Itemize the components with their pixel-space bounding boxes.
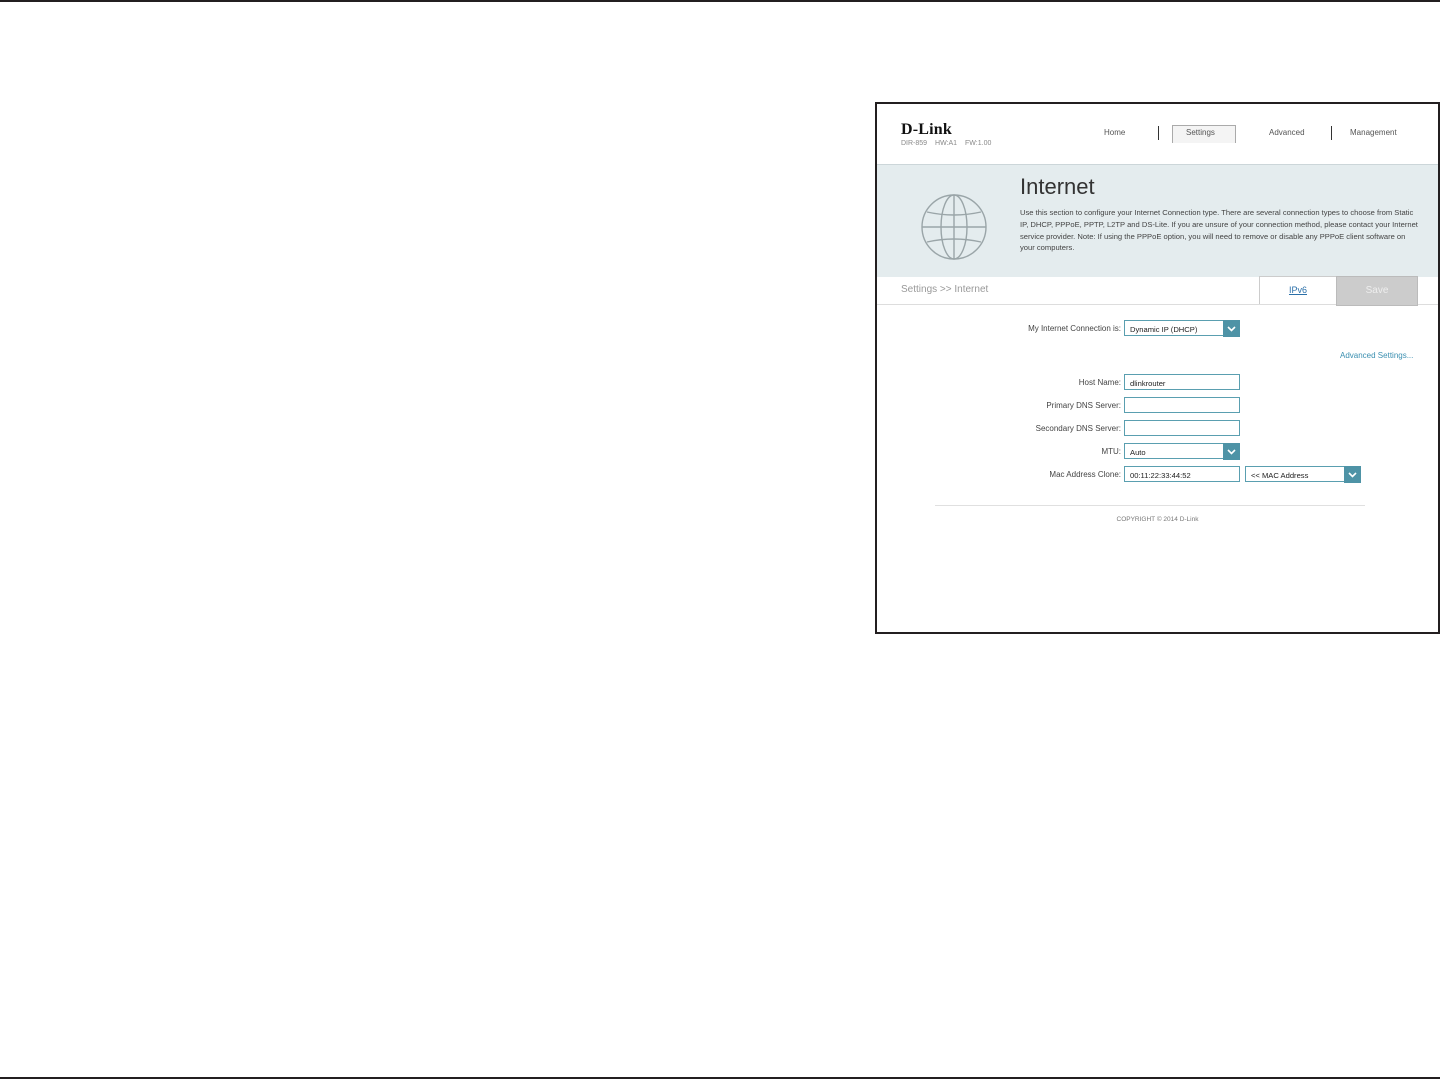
hardware-version: HW:A1 <box>935 140 958 147</box>
page-banner <box>877 164 1438 277</box>
page-bottom-rule <box>0 1077 1440 1079</box>
host-name-label: Host Name: <box>1078 378 1121 387</box>
router-ui-screenshot <box>875 102 1440 634</box>
secondary-dns-input[interactable] <box>1124 420 1240 436</box>
mac-clone-label: Mac Address Clone: <box>1049 470 1121 479</box>
nav-home[interactable]: Home <box>1104 128 1126 137</box>
nav-separator <box>1331 126 1332 140</box>
globe-icon <box>919 192 989 267</box>
page-title: Internet <box>1020 174 1095 199</box>
model-info <box>901 140 997 147</box>
connection-type-label: My Internet Connection is: <box>1028 324 1121 333</box>
dlink-logo: D-Link <box>901 121 952 138</box>
connection-type-value: Dynamic IP (DHCP) <box>1130 325 1198 334</box>
mtu-value: Auto <box>1130 448 1146 457</box>
mac-address-select[interactable] <box>1245 466 1361 482</box>
nav-separator <box>1158 126 1159 140</box>
nav-settings[interactable]: Settings <box>1186 128 1215 137</box>
mac-address-select-value: << MAC Address <box>1251 471 1309 480</box>
host-name-input[interactable]: dlinkrouter <box>1124 374 1240 390</box>
copyright-text: COPYRIGHT © 2014 D-Link <box>1116 516 1199 523</box>
chevron-down-icon[interactable] <box>1344 466 1361 483</box>
primary-dns-input[interactable] <box>1124 397 1240 413</box>
model-number: DIR-859 <box>901 140 928 147</box>
connection-type-select[interactable] <box>1124 320 1240 336</box>
breadcrumb: Settings >> Internet <box>901 284 989 295</box>
save-button[interactable]: Save <box>1336 276 1418 306</box>
nav-management[interactable]: Management <box>1350 128 1397 137</box>
mtu-select[interactable] <box>1124 443 1240 459</box>
page-description: Use this section to configure your Internet Connection type. There are several connection types to choose from Static IP, DHCP, PPPoE, PPTP, L2TP and DS-Lite. If you are unsure of your connection method, please contact your Internet service provider. Note: If using the PPPoE option, you will need to remove or disable any PPPoE client software on your computers. <box>1020 208 1418 253</box>
chevron-down-icon[interactable] <box>1223 443 1240 460</box>
advanced-settings-link[interactable]: Advanced Settings... <box>1340 351 1414 360</box>
router-header <box>877 104 1438 164</box>
page-top-rule <box>0 0 1440 2</box>
tab-ipv6[interactable]: IPv6 <box>1259 276 1337 304</box>
secondary-dns-label: Secondary DNS Server: <box>1035 424 1121 433</box>
chevron-down-icon[interactable] <box>1223 320 1240 337</box>
footer-divider <box>935 505 1365 506</box>
firmware-version: FW:1.00 <box>965 140 992 147</box>
primary-dns-label: Primary DNS Server: <box>1046 401 1121 410</box>
nav-advanced[interactable]: Advanced <box>1269 128 1305 137</box>
mac-clone-input[interactable]: 00:11:22:33:44:52 <box>1124 466 1240 482</box>
tab-bar <box>877 276 1438 305</box>
mtu-label: MTU: <box>1101 447 1121 456</box>
